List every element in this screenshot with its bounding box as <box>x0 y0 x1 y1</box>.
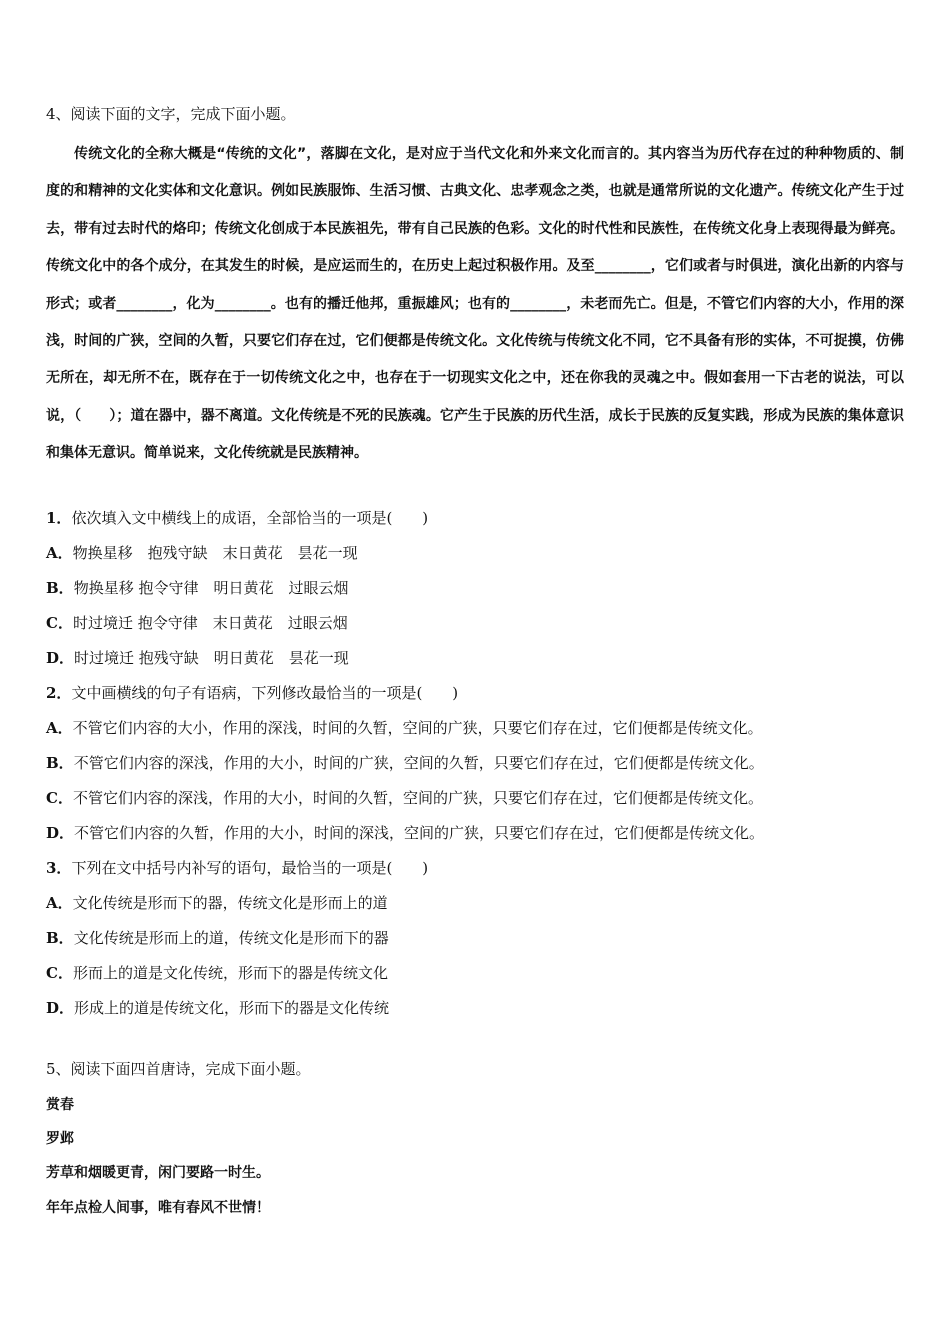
option-letter: C． <box>46 614 73 632</box>
reading-passage: 传统文化的全称大概是“传统的文化”，落脚在文化，是对应于当代文化和外来文化而言的。其内容当为历代存在过的种种物质的、制度的和精神的文化实体和文化意识。例如民族服饰、生活习惯、古典文化、忠孝观念之类，也就是通常所说的文化遗产。传统文化产生于过去，带有过去时代的烙印；传统文化创成于本民族祖先，带有自己民族的色彩。文化的时代性和民族性，在传统文化身上表现得最为鲜亮。传统文化中的各个成分，在其发生的时候，是应运而生的，在历史上起过积极作用。及至________，它们或者与时俱进，演化出新的内容与形式；或者________，化为________。也有的播迁他邦，重振雄风；也有的________，未老而先亡。但是，不管它们内容的大小，作用的深浅，时间的广狭，空间的久暂，只要它们存在过，它们便都是传统文化。文化传统与传统文化不同，它不具备有形的实体，不可捉摸，仿佛无所在，却无所不在，既存在于一切传统文化之中，也存在于一切现实文化之中，还在你我的灵魂之中。假如套用一下古老的说法，可以说，（ ）；道在器中，器不离道。文化传统是不死的民族魂。它产生于民族的历代生活，成长于民族的反复实践，形成为民族的集体意识和集体无意识。简单说来，文化传统就是民族精神。 <box>46 146 904 462</box>
option-3d <box>46 998 389 1018</box>
option-2c <box>46 788 763 808</box>
option-text: 不管它们内容的深浅，作用的大小，时间的久暂，空间的广狭，只要它们存在过，它们便都是传统文化。 <box>72 789 763 807</box>
option-text: 文化传统是形而上的道，传统文化是形而下的器 <box>73 929 389 947</box>
option-1d <box>46 648 349 668</box>
option-1b <box>46 578 348 598</box>
option-letter: C． <box>46 964 73 982</box>
question-4-heading: 4、阅读下面的文字，完成下面小题。 <box>46 105 296 123</box>
question-2 <box>46 683 458 703</box>
option-2a <box>46 718 763 738</box>
option-text: 不管它们内容的大小，作用的深浅，时间的久暂，空间的广狭，只要它们存在过，它们便都是传统文化。 <box>72 719 763 737</box>
question-stem: 文中画横线的句子有语病，下列修改最恰当的一项是( ) <box>71 684 459 702</box>
poem-line: 年年点检人间事，唯有春风不世情！ <box>46 1200 270 1216</box>
option-letter: B． <box>46 754 74 772</box>
option-letter: C． <box>46 789 73 807</box>
option-3a <box>46 893 388 913</box>
question-number: 1． <box>46 509 72 527</box>
option-text: 形而上的道是文化传统，形而下的器是传统文化 <box>72 964 388 982</box>
option-letter: D． <box>46 824 75 842</box>
poem-author: 罗邺 <box>46 1131 74 1147</box>
option-text: 物换星移 抱残守缺 末日黄花 昙花一现 <box>72 544 358 562</box>
option-2b <box>46 753 764 773</box>
option-text: 时过境迁 抱令守律 末日黄花 过眼云烟 <box>72 614 348 632</box>
option-letter: A． <box>46 719 73 737</box>
question-1 <box>46 508 428 528</box>
option-text: 物换星移 抱令守律 明日黄花 过眼云烟 <box>73 579 349 597</box>
option-1c <box>46 613 348 633</box>
question-stem: 下列在文中括号内补写的语句，最恰当的一项是( ) <box>71 859 429 877</box>
option-text: 时过境迁 抱残守缺 明日黄花 昙花一现 <box>74 649 349 667</box>
option-text: 不管它们内容的深浅，作用的大小，时间的广狭，空间的久暂，只要它们存在过，它们便都是传统文化。 <box>73 754 764 772</box>
question-3 <box>46 858 428 878</box>
option-letter: D． <box>46 999 75 1017</box>
option-2d <box>46 823 764 843</box>
option-letter: A． <box>46 544 73 562</box>
option-3c <box>46 963 388 983</box>
option-1a <box>46 543 358 563</box>
option-letter: B． <box>46 579 74 597</box>
option-letter: D． <box>46 649 75 667</box>
option-text: 形成上的道是传统文化，形而下的器是文化传统 <box>74 999 390 1017</box>
option-letter: B． <box>46 929 74 947</box>
question-number: 2． <box>46 684 72 702</box>
option-3b <box>46 928 389 948</box>
option-text: 不管它们内容的久暂，作用的大小，时间的深浅，空间的广狭，只要它们存在过，它们便都是传统文化。 <box>74 824 765 842</box>
question-5-heading: 5、阅读下面四首唐诗，完成下面小题。 <box>46 1060 311 1078</box>
poem-title: 赏春 <box>46 1097 74 1113</box>
question-number: 3． <box>46 859 72 877</box>
poem-line: 芳草和烟暖更青，闲门要路一时生。 <box>46 1165 270 1181</box>
option-text: 文化传统是形而下的器，传统文化是形而上的道 <box>72 894 388 912</box>
question-stem: 依次填入文中横线上的成语，全部恰当的一项是( ) <box>71 509 429 527</box>
option-letter: A． <box>46 894 73 912</box>
